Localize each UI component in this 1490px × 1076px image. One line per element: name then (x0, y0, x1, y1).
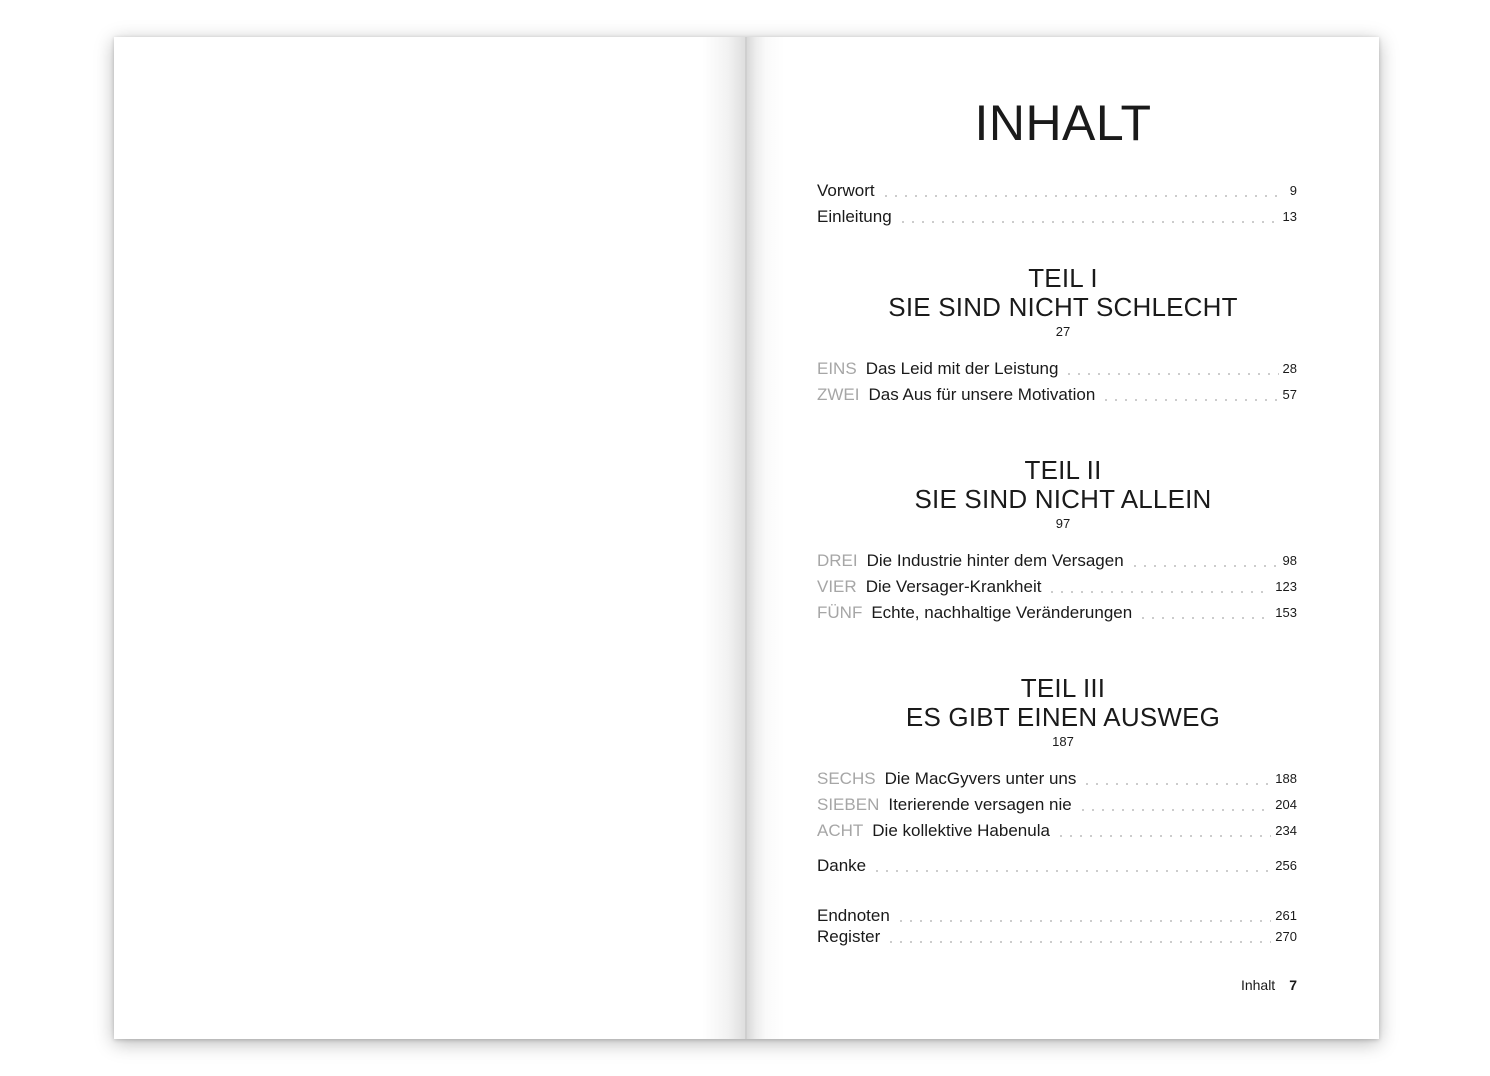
dot-leader (1138, 617, 1271, 619)
chapter-page: 188 (1275, 771, 1297, 786)
chapter-number: SECHS (817, 769, 876, 788)
chapter-page: 234 (1275, 823, 1297, 838)
toc-entry-page: 261 (1275, 908, 1297, 923)
dot-leader (1130, 565, 1279, 567)
chapter-number: FÜNF (817, 603, 863, 622)
toc-entry-label: Einleitung (817, 207, 892, 226)
dot-leader (1078, 809, 1272, 811)
chapter-page: 28 (1282, 361, 1297, 376)
chapter-number: ACHT (817, 821, 864, 840)
toc-chapter-zwei[interactable] (817, 382, 1297, 406)
toc-chapter-eins[interactable] (817, 356, 1297, 380)
chapter-number: EINS (817, 359, 857, 378)
chapter-title: Das Aus für unsere Motivation (868, 385, 1096, 404)
left-page (114, 37, 747, 1039)
dot-leader (896, 920, 1272, 922)
chapter-title: Iterierende versagen nie (888, 795, 1072, 814)
chapter-title: Die Industrie hinter dem Versagen (866, 551, 1124, 570)
chapter-title: Echte, nachhaltige Veränderungen (871, 603, 1133, 622)
running-head: Inhalt (1240, 977, 1276, 993)
part-page: 27 (1055, 324, 1071, 339)
right-page (747, 37, 1379, 1039)
dot-leader (1047, 591, 1271, 593)
part-page: 97 (1055, 516, 1071, 531)
part-title: SIE SIND NICHT ALLEIN (914, 484, 1212, 514)
chapter-number: SIEBEN (817, 795, 880, 814)
toc-entry-danke[interactable] (817, 853, 1297, 877)
toc-chapter-sechs[interactable] (817, 766, 1297, 790)
part-label: TEIL I (1028, 263, 1098, 293)
toc-chapter-sieben[interactable] (817, 792, 1297, 816)
page-number: 7 (1289, 977, 1297, 993)
dot-leader (1064, 373, 1278, 375)
toc-entry-label: Vorwort (817, 181, 875, 200)
toc-entry-vorwort[interactable] (817, 178, 1297, 202)
part-title: SIE SIND NICHT SCHLECHT (888, 292, 1238, 322)
toc-chapter-vier[interactable] (817, 574, 1297, 598)
chapter-title: Das Leid mit der Leistung (865, 359, 1059, 378)
toc-entry-label: Register (817, 927, 881, 946)
part-label: TEIL III (1020, 673, 1106, 703)
dot-leader (872, 870, 1271, 872)
page-title: INHALT (974, 95, 1152, 151)
chapter-page: 57 (1282, 387, 1297, 402)
part-page: 187 (1052, 734, 1074, 749)
dot-leader (898, 221, 1279, 223)
dot-leader (1056, 835, 1271, 837)
dot-leader (886, 941, 1271, 943)
chapter-number: ZWEI (817, 385, 860, 404)
toc-entry-einleitung[interactable] (817, 204, 1297, 228)
chapter-title: Die Versager-Krankheit (865, 577, 1042, 596)
toc-chapter-acht[interactable] (817, 818, 1297, 842)
toc-entry-page: 13 (1282, 209, 1297, 224)
part-label: TEIL II (1024, 455, 1102, 485)
chapter-number: DREI (817, 551, 858, 570)
dot-leader (1082, 783, 1271, 785)
book-spread (114, 37, 1379, 1039)
part-heading-3[interactable] (747, 674, 1379, 752)
chapter-title: Die kollektive Habenula (872, 821, 1050, 840)
page-footer (1241, 977, 1297, 993)
part-heading-1[interactable] (747, 264, 1379, 342)
toc-entry-register[interactable] (817, 924, 1297, 948)
toc-entry-page: 9 (1289, 183, 1297, 198)
toc-entry-label: Endnoten (817, 906, 890, 925)
chapter-page: 123 (1275, 579, 1297, 594)
toc-entry-page: 270 (1275, 929, 1297, 944)
chapter-page: 153 (1275, 605, 1297, 620)
chapter-page: 204 (1275, 797, 1297, 812)
chapter-number: VIER (817, 577, 857, 596)
dot-leader (1101, 399, 1278, 401)
toc-entry-label: Danke (817, 856, 867, 875)
chapter-page: 98 (1282, 553, 1297, 568)
toc-chapter-drei[interactable] (817, 548, 1297, 572)
dot-leader (881, 195, 1281, 197)
part-title: ES GIBT EINEN AUSWEG (905, 702, 1221, 732)
toc-chapter-fuenf[interactable] (817, 600, 1297, 624)
toc-entry-page: 256 (1275, 858, 1297, 873)
chapter-title: Die MacGyvers unter uns (884, 769, 1077, 788)
part-heading-2[interactable] (747, 456, 1379, 534)
